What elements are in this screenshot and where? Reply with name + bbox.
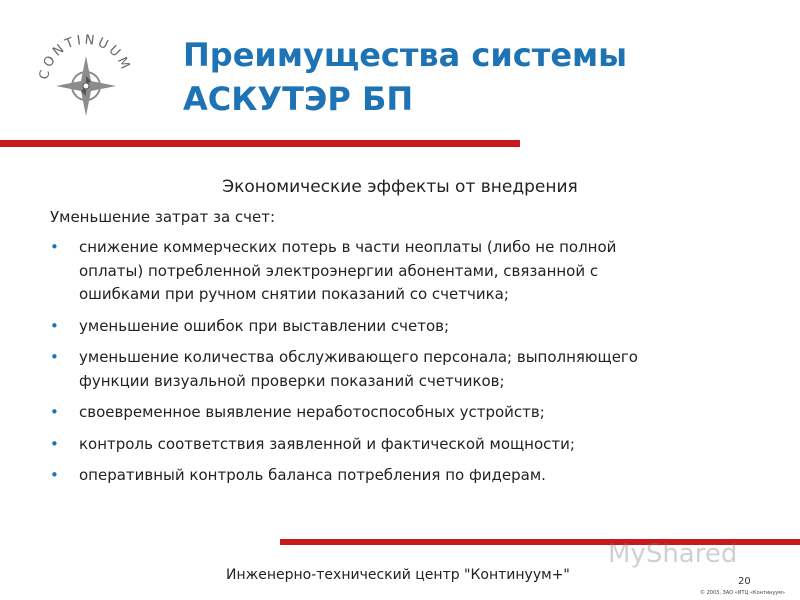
slide-title (183, 33, 743, 121)
bullet-line: функции визуальной проверки показаний счетчиков; (79, 371, 505, 390)
bullet-icon: • (50, 238, 59, 256)
logo-text: CONTINUUM (36, 32, 134, 81)
bullet-icon: • (50, 403, 59, 421)
watermark-logo: MyShared (608, 539, 738, 569)
slide-title-line1: Преимущества системы (183, 36, 628, 74)
bullet-line: ошибками при ручном снятии показаний со счетчика; (79, 285, 509, 303)
bullet-icon: • (50, 434, 59, 453)
page-number: 20 (738, 576, 751, 587)
lead-text: Уменьшение затрат за счет: (50, 208, 276, 226)
top-divider (0, 140, 520, 147)
bullet-line: уменьшение ошибок при выставлении счетов; (79, 316, 450, 335)
section-subtitle: Экономические эффекты от внедрения (222, 177, 578, 197)
continuum-logo (34, 30, 138, 118)
copyright-text: © 2003, ЗАО «ИТЦ «Континуум» (700, 590, 786, 596)
footer-text: Инженерно-технический центр "Континуум+" (226, 567, 570, 583)
bullet-line: оперативный контроль баланса потребления по фидерам. (79, 466, 546, 484)
bullet-icon: • (50, 348, 59, 366)
list-item (50, 315, 770, 339)
bullet-line: оплаты) потребленной электроэнергии абонентами, связанной с (79, 261, 599, 280)
bullet-list (50, 236, 770, 496)
bullet-line: снижение коммерческих потерь в части неоплаты (либо не полной (79, 238, 617, 256)
bullet-line: уменьшение количества обслуживающего персонала; выполняющего (79, 348, 638, 366)
bullet-line: своевременное выявление неработоспособных устройств; (79, 403, 545, 421)
list-item (50, 464, 770, 488)
slide-title-line2: АСКУТЭР БП (183, 80, 414, 118)
list-item (50, 236, 770, 307)
list-item (50, 346, 770, 393)
compass-logo-icon (34, 30, 138, 118)
bullet-line: контроль соответствия заявленной и фактической мощности; (79, 434, 575, 453)
list-item (50, 401, 770, 425)
list-item (50, 433, 770, 457)
bullet-icon: • (50, 466, 59, 484)
bullet-icon: • (50, 316, 59, 335)
